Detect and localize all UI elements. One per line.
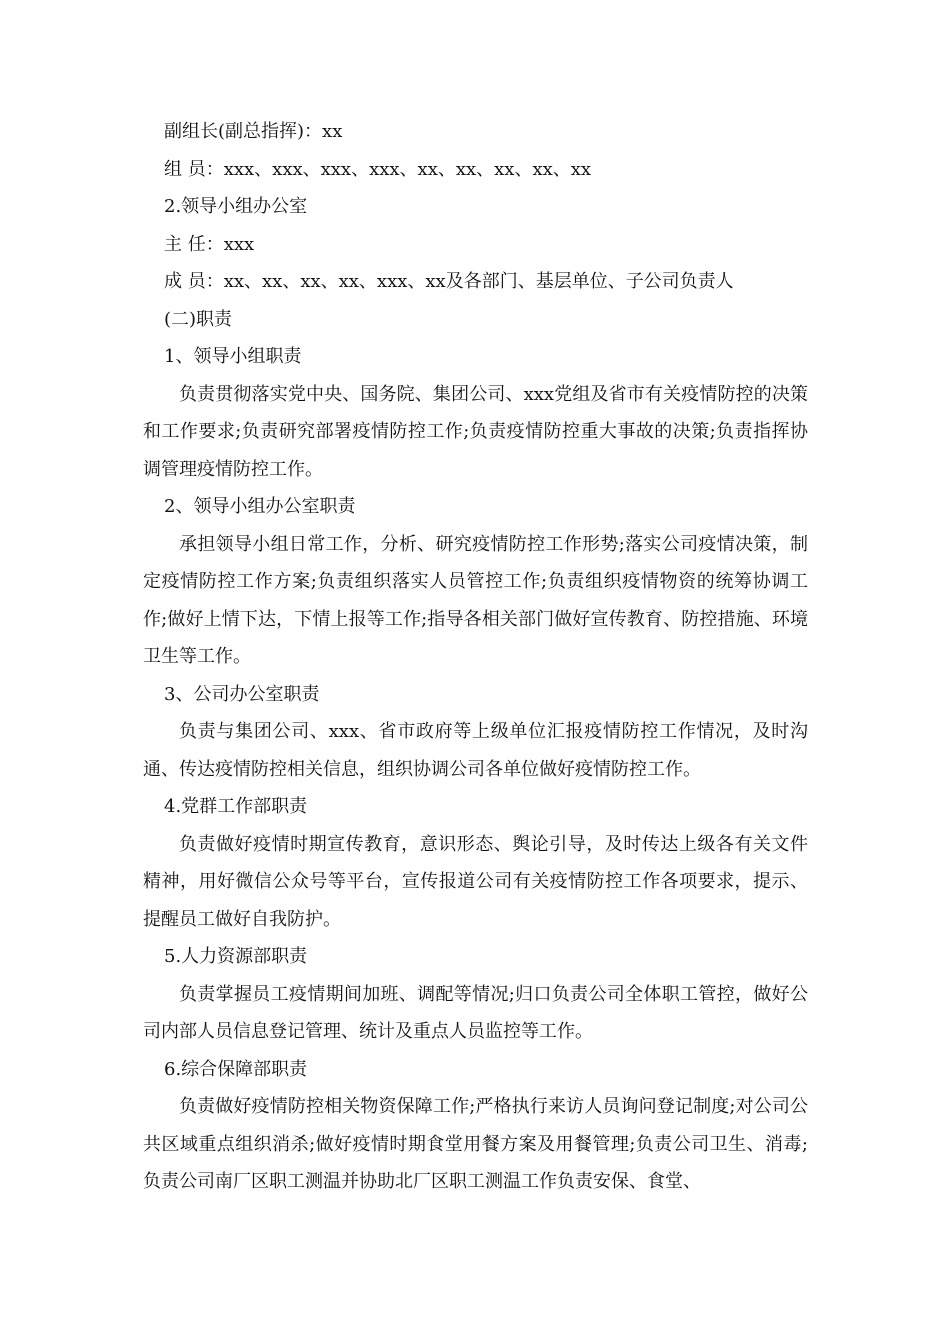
section-heading: 5.人力资源部职责 <box>164 946 308 967</box>
body-paragraph: 负责做好疫情时期宣传教育，意识形态、舆论引导，及时传达上级各有关文件精神，用好微信公众号等平台，宣传报道公司有关疫情防控工作各项要求，提示、提醒员工做好自我防护。 <box>143 833 808 930</box>
director-line: 主 任：xxx <box>164 233 255 255</box>
members-line: 组 员：xxx、xxx、xxx、xxx、xx、xx、xx、xx、xx <box>164 158 592 180</box>
section-heading: 1、领导小组职责 <box>164 346 302 367</box>
deputy-leader-line: 副组长(副总指挥)：xx <box>164 121 343 142</box>
body-paragraph: 负责贯彻落实党中央、国务院、集团公司、xxx党组及省市有关疫情防控的决策和工作要求;负责研究部署疫情防控工作;负责疫情防控重大事故的决策;负责指挥协调管理疫情防控工作。 <box>143 383 808 480</box>
document-body <box>143 113 808 1201</box>
office-members-line: 成 员：xx、xx、xx、xx、xxx、xx及各部门、基层单位、子公司负责人 <box>164 271 734 292</box>
body-paragraph: 承担领导小组日常工作，分析、研究疫情防控工作形势;落实公司疫情决策，制定疫情防控工作方案;负责组织落实人员管控工作;负责组织疫情物资的统筹协调工作;做好上情下达，下情上报等工作;指导各相关部门做好宣传教育、防控措施、环境卫生等工作。 <box>143 533 808 667</box>
section-heading: 4.党群工作部职责 <box>164 796 308 817</box>
section-heading: 6.综合保障部职责 <box>164 1058 308 1080</box>
section-heading: 2.领导小组办公室 <box>164 196 308 217</box>
body-paragraph: 负责与集团公司、xxx、省市政府等上级单位汇报疫情防控工作情况，及时沟通、传达疫情防控相关信息，组织协调公司各单位做好疫情防控工作。 <box>143 721 808 780</box>
section-heading: 3、公司办公室职责 <box>164 683 320 705</box>
section-heading: (二)职责 <box>164 308 233 330</box>
body-paragraph: 负责做好疫情防控相关物资保障工作;严格执行来访人员询问登记制度;对公司公共区域重点组织消杀;做好疫情时期食堂用餐方案及用餐管理;负责公司卫生、消毒;负责公司南厂区职工测温并协助北厂区职工测温工作负责安保、食堂、 <box>143 1096 808 1192</box>
body-paragraph: 负责掌握员工疫情期间加班、调配等情况;归口负责公司全体职工管控，做好公司内部人员信息登记管理、统计及重点人员监控等工作。 <box>143 983 808 1042</box>
section-heading: 2、领导小组办公室职责 <box>164 496 356 517</box>
